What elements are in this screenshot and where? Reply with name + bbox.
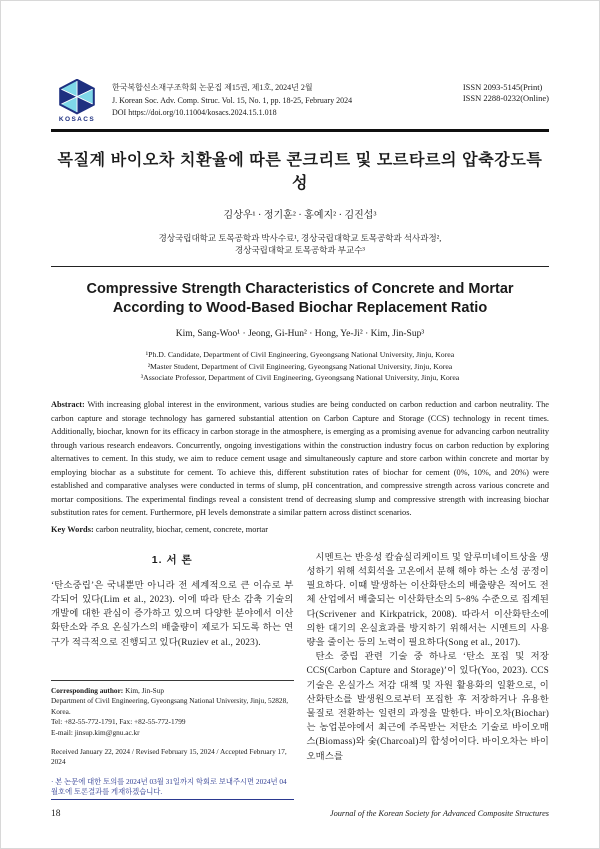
title-divider-rule	[51, 266, 549, 268]
english-affiliation-line: ¹Ph.D. Candidate, Department of Civil Engineering, Gyeongsang National University, Jinju, Korea	[145, 350, 455, 360]
kosacs-hexagon-icon	[57, 79, 97, 115]
footnote-box	[51, 680, 294, 800]
doi-line: DOI https://doi.org/10.11004/kosacs.2024.15.1.018	[112, 108, 277, 117]
corresponding-author-label: Corresponding author:	[51, 686, 124, 696]
korean-affiliation-line: 경상국립대학교 토목공학과 부교수³	[235, 245, 365, 255]
journal-citation: J. Korean Soc. Adv. Comp. Struc. Vol. 15, No. 1, pp. 18-25, February 2024	[112, 95, 353, 105]
korean-affiliations	[51, 232, 549, 257]
journal-info-block	[112, 79, 352, 123]
footnote-spacer	[51, 768, 294, 777]
korean-title: 목질계 바이오차 치환율에 따른 콘크리트 및 모르타르의 압축강도특성	[57, 151, 543, 192]
issn-print: ISSN 2093-5145(Print)	[462, 82, 543, 92]
journal-header	[51, 79, 549, 123]
journal-name-korean: 한국복합신소재구조학회 논문집 제15권, 제1호, 2024년 2월	[112, 83, 313, 92]
keywords-text: carbon neutrality, biochar, cement, concrete, mortar	[95, 524, 269, 534]
english-title-line1: Compressive Strength Characteristics of Concrete and Mortar	[86, 281, 514, 298]
english-authors: Kim, Sang-Woo¹ · Jeong, Gi-Hun² · Hong, Ye-Ji² · Kim, Jin-Sup³	[175, 329, 425, 340]
english-affiliation-line: ²Master Student, Department of Civil Engineering, Gyeongsang National University, Jinju, Korea	[147, 361, 453, 371]
issn-online: ISSN 2288-0232(Online)	[462, 93, 549, 103]
issn-block	[463, 79, 549, 104]
section-1-heading: 1. 서 론	[151, 553, 193, 566]
keywords-line	[51, 525, 549, 534]
email-line: E-mail: jinsup.kim@gnu.ac.kr	[51, 727, 140, 737]
abstract-paragraph	[51, 398, 549, 520]
english-affiliations	[51, 349, 549, 383]
english-affiliation-line: ³Associate Professor, Department of Civil Engineering, Gyeongsang National University, Jinju, Korea	[140, 372, 460, 382]
right-column	[307, 550, 550, 800]
footer-journal-name: Journal of the Korean Society for Advanced Composite Structures	[329, 808, 549, 818]
page-footer	[51, 809, 549, 819]
footnote-spacer	[51, 738, 294, 747]
received-revised-accepted-line: Received January 22, 2024 / Revised February 15, 2024 / Accepted February 17, 2024	[51, 747, 287, 767]
kosacs-logo	[51, 79, 103, 123]
english-title	[51, 280, 549, 317]
page-number: 18	[51, 808, 61, 819]
body-columns	[51, 550, 549, 800]
kosacs-logo-text: KOSACS	[58, 116, 96, 123]
abstract-text: With increasing global interest in the environment, various studies are being conducted on carbon reduction and carbon neutrality. The carbon capture and storage technology has garnered substantial attention on Carbon Capture and Storage (CCS) technology in recent times. Additionally, biochar, known for its efficacy in carbon storage in the atmosphere, is emerging as a promising avenue for advancing carbon neutrality through various research endeavors. Concurrently, ongoing investigations within the construction industry focus on carbon reduction by exploring alternatives to cement. In this study, we aim to reduce cement usage and simultaneously capture and store carbon within concrete and mortar by employing biochar as a substitute for cement. To achieve this, different substitution rates of biochar for cement (0%, 10%, and 20%) were established and comparative analyses were conducted in terms of slump, pH concentration, and compressive strength across various concrete and mortar compositions. The experimental findings reveal a consistent trend of decreasing slump and compressive strength with increasing biochar substitution rates for cement. Furthermore, pH levels demonstrate a similar pattern across distinct scenarios.	[51, 400, 549, 518]
corresponding-author-line	[51, 686, 294, 696]
korean-authors: 김상우¹ · 정기훈² · 홍예지² · 김진섭³	[223, 209, 377, 221]
cement-paragraph: 시멘트는 반응성 칼슘실리케이트 및 알루미네이트상을 생성하기 위해 석회석을 고온에서 분해 해야 하는 소성 공정이 필요하다. 이때 발생하는 이산화탄소의 배출량은 적어도 전체 산업에서 배출되는 이산화탄소의 5~8% 수준으로 집계된다(Scrivener and Kirkpatrick, 2008). 따라서 이산화탄소에 의한 대기의 온실효과를 방지하기 위해서는 시멘트의 사용량을 줄이는 등의 노력이 필요하다(Song et al., 2017).	[306, 552, 549, 648]
english-title-line2: According to Wood-Based Biochar Replacement Ratio	[112, 299, 488, 316]
left-column	[51, 550, 294, 800]
corresponding-author-address: Department of Civil Engineering, Gyeongsang National University, Jinju, 52828, Korea.	[51, 696, 289, 716]
header-rule	[51, 129, 549, 132]
corresponding-author-name: Kim, Jin-Sup	[125, 686, 164, 696]
intro-paragraph: ‘탄소중립’은 국내뿐만 아니라 전 세계적으로 큰 이슈로 부각되어 있다(Lim et al., 2023). 이에 따라 탄소 감축 기술의 개발에 대한 관심이 증가하고 있으며 다양한 분야에서 이산화탄소와 주요 온실가스의 배출량이 제로가 되도록 하는 연구가 적극적으로 진행되고 있다(Ruziev et al., 2023).	[51, 580, 294, 648]
abstract-label: Abstract:	[51, 400, 85, 410]
korean-affiliation-line: 경상국립대학교 토목공학과 박사수료¹, 경상국립대학교 토목공학과 석사과정²,	[158, 232, 442, 243]
keywords-label: Key Words:	[51, 524, 94, 534]
discussion-notice: · 본 논문에 대한 토의를 2024년 03월 31일까지 학회로 보내주시면 2024년 04월호에 토론결과를 게재하겠습니다.	[51, 777, 294, 800]
tel-fax-line: Tel: +82-55-772-1791, Fax: +82-55-772-1799	[51, 717, 186, 727]
journal-header-left	[51, 79, 352, 123]
ccs-biochar-paragraph: 탄소 중립 관련 기술 중 하나로 ‘탄소 포집 및 저장 CCS(Carbon Capture and Storage)’이 있다(Yoo, 2023). CCS 기술은 온실가스 저감 대책 및 자원 활용화의 일환으로, 이산화탄소를 발생원으로부터 포집한 후 저장하거나 유용한 물질로 전환하는 일련의 과정을 말한다. 바이오차(Biochar)는 농업분야에서 최근에 주목받는 저탄소 기술로 바이오매스(Biomass)와 숯(Charcoal)의 합성어이다. 바이오차는 바이오매스를	[306, 652, 549, 762]
